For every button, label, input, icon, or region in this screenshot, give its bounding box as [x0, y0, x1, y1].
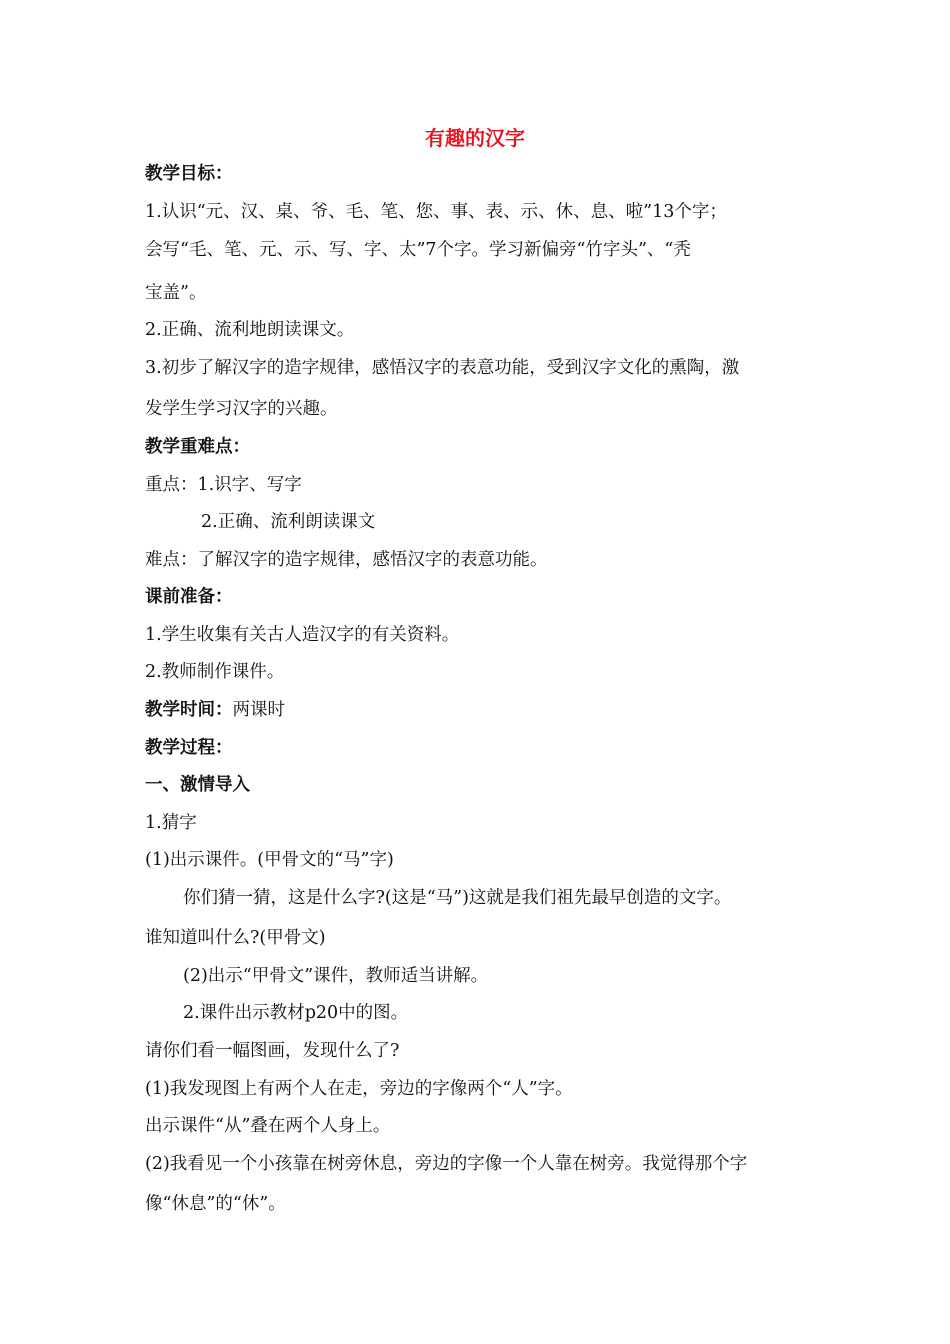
process-heading: 教学过程： — [145, 738, 233, 758]
process-line-7: 请你们看一幅图画，发现什么了? — [145, 1041, 400, 1061]
goal-1-line-1: 1.认识“元、汉、桌、爷、毛、笔、您、事、表、示、休、息、啦”13个字； — [145, 202, 727, 222]
key-points-heading: 教学重难点： — [145, 437, 250, 457]
goal-1-line-3: 宝盖”。 — [145, 283, 207, 303]
goals-heading: 教学目标： — [145, 164, 233, 184]
prep-heading: 课前准备： — [145, 587, 233, 607]
process-line-10: (2)我看见一个小孩靠在树旁休息，旁边的字像一个人靠在树旁。我觉得那个字 — [145, 1154, 748, 1174]
step-1-heading: 一、激情导入 — [145, 775, 250, 795]
goal-2: 2.正确、流利地朗读课文。 — [145, 320, 355, 340]
process-line-8: (1)我发现图上有两个人在走，旁边的字像两个“人”字。 — [145, 1079, 573, 1099]
prep-1: 1.学生收集有关古人造汉字的有关资料。 — [145, 625, 460, 645]
process-line-9: 出示课件“从”叠在两个人身上。 — [145, 1116, 391, 1136]
document-title: 有趣的汉字 — [425, 126, 525, 150]
key-point-2: 2.正确、流利朗读课文 — [201, 512, 376, 532]
teaching-time — [145, 697, 815, 723]
process-line-11: 像“休息”的“休”。 — [145, 1194, 286, 1214]
process-line-5: (2)出示“甲骨文”课件，教师适当讲解。 — [183, 966, 489, 986]
key-point-1: 重点：1.识字、写字 — [145, 475, 302, 495]
goal-1-line-2: 会写“毛、笔、元、示、写、字、太”7个字。学习新偏旁“竹字头”、“秃 — [145, 240, 691, 260]
teaching-time-value: 两课时 — [232, 700, 285, 720]
difficulty: 难点：了解汉字的造字规律，感悟汉字的表意功能。 — [145, 550, 548, 570]
prep-2: 2.教师制作课件。 — [145, 662, 285, 682]
process-line-3: 你们猜一猜，这是什么字?(这是“马”)这就是我们祖先最早创造的文字。 — [183, 888, 732, 908]
teaching-time-label: 教学时间： — [145, 700, 233, 720]
goal-3-line-1: 3.初步了解汉字的造字规律，感悟汉字的表意功能，受到汉字文化的熏陶，激 — [145, 358, 740, 378]
process-line-4: 谁知道叫什么?(甲骨文) — [145, 928, 326, 948]
process-line-6: 2.课件出示教材p20中的图。 — [183, 1003, 409, 1023]
process-line-2: (1)出示课件。(甲骨文的“马”字) — [145, 850, 394, 870]
process-line-1: 1.猜字 — [145, 813, 197, 833]
goal-3-line-2: 发学生学习汉字的兴趣。 — [145, 399, 338, 419]
